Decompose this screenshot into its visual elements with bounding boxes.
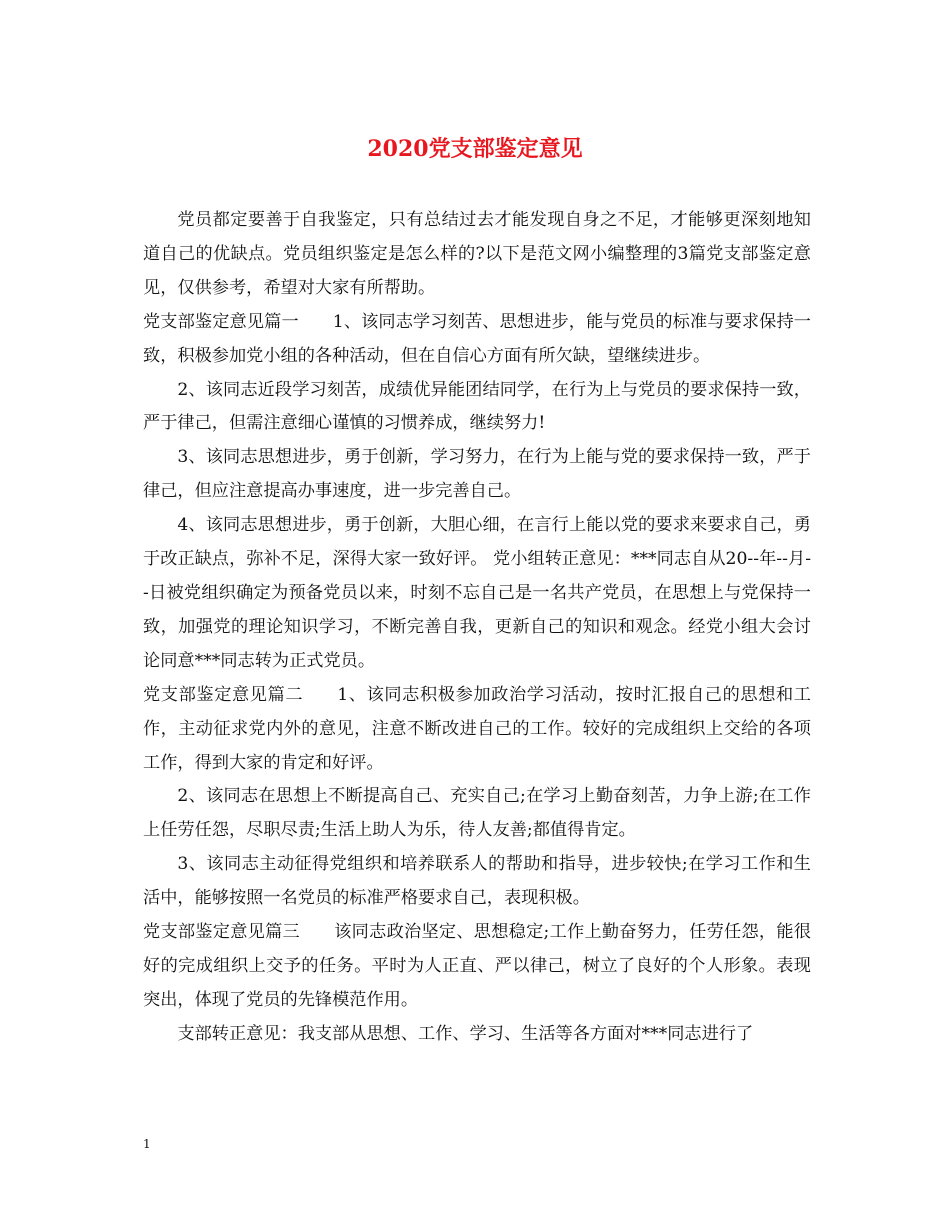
body-paragraph bbox=[143, 1018, 811, 1052]
paragraph-text: 2、该同志近段学习刻苦，成绩优异能团结同学，在行为上与党员的要求保持一致，严于律己，但需注意细心谨慎的习惯养成，继续努力! bbox=[143, 379, 811, 434]
paragraph-text: 1、该同志学习刻苦、思想进步，能与党员的标准与要求保持一致，积极参加党小组的各种活动，但在自信心方面有所欠缺，望继续进步。 bbox=[143, 311, 811, 366]
paragraph-text: 3、该同志思想进步，勇于创新，学习努力，在行为上能与党的要求保持一致，严于律己，但应注意提高办事速度，进一步完善自己。 bbox=[143, 447, 811, 502]
paragraph-text: 3、该同志主动征得党组织和培养联系人的帮助和指导，进步较快;在学习工作和生活中，能够按照一名党员的标准严格要求自己，表现积极。 bbox=[143, 854, 811, 909]
paragraph-text: 2、该同志在思想上不断提高自己、充实自己;在学习上勤奋刻苦，力争上游;在工作上任劳任怨，尽职尽责;生活上助人为乐，待人友善;都值得肯定。 bbox=[143, 786, 811, 841]
section-paragraph bbox=[143, 306, 811, 374]
document-body bbox=[143, 204, 811, 1052]
section-paragraph bbox=[143, 679, 811, 781]
document-title: 2020党支部鉴定意见 bbox=[367, 136, 583, 162]
page-number: 1 bbox=[143, 1137, 151, 1151]
body-paragraph bbox=[143, 441, 811, 509]
body-paragraph bbox=[143, 848, 811, 916]
section-paragraph bbox=[143, 916, 811, 1018]
body-paragraph bbox=[143, 509, 811, 679]
paragraph-text: 4、该同志思想进步，勇于创新，大胆心细，在言行上能以党的要求来要求自己，勇于改正缺点，弥补不足，深得大家一致好评。 党小组转正意见：***同志自从20--年--月--日被党组织确定为预备党员以来，时刻不忘自己是一名共产党员，在思想上与党保持一致，加强党的理论知识学习，不断完善自我，更新自己的知识和观念。经党小组大会讨论同意***同志转为正式党员。 bbox=[143, 515, 811, 671]
body-paragraph bbox=[143, 780, 811, 848]
paragraph-text: 支部转正意见：我支部从思想、工作、学习、生活等各方面对***同志进行了 bbox=[177, 1023, 754, 1044]
section-heading: 党支部鉴定意见篇二 bbox=[143, 684, 304, 705]
paragraph-text: 该同志政治坚定、思想稳定;工作上勤奋努力，任劳任怨，能很好的完成组织上交予的任务。平时为人正直、严以律己，树立了良好的个人形象。表现突出，体现了党员的先锋模范作用。 bbox=[143, 922, 811, 1010]
section-heading: 党支部鉴定意见篇三 bbox=[143, 922, 300, 943]
paragraph-text: 1、该同志积极参加政治学习活动，按时汇报自己的思想和工作，主动征求党内外的意见，注意不断改进自己的工作。较好的完成组织上交给的各项工作，得到大家的肯定和好评。 bbox=[143, 684, 811, 773]
paragraph-text: 党员都定要善于自我鉴定，只有总结过去才能发现自身之不足，才能够更深刻地知道自己的优缺点。党员组织鉴定是怎么样的?以下是范文网小编整理的3篇党支部鉴定意见，仅供参考，希望对大家有所帮助。 bbox=[143, 210, 811, 298]
body-paragraph bbox=[143, 374, 811, 442]
body-paragraph bbox=[143, 204, 811, 306]
section-heading: 党支部鉴定意见篇一 bbox=[143, 311, 299, 332]
